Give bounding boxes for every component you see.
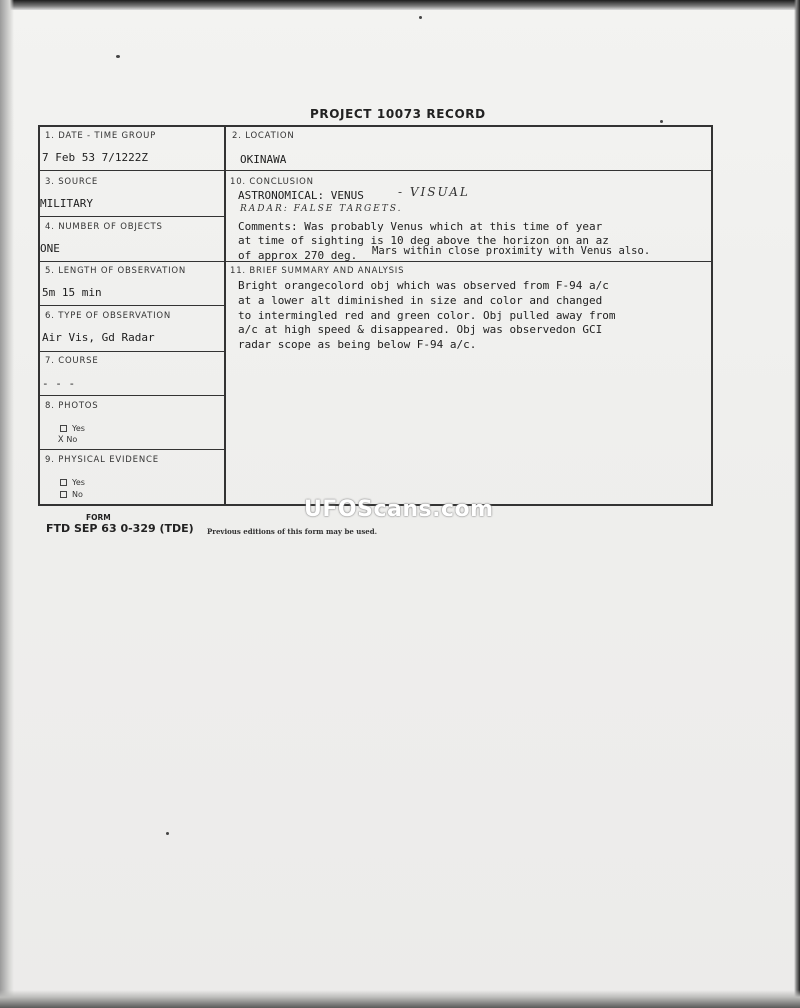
physical-evidence-yes-checkbox bbox=[60, 479, 67, 486]
conclusion-comments-line: of approx 270 deg. bbox=[238, 249, 358, 262]
photos-label: 8. PHOTOS bbox=[45, 401, 99, 411]
summary-label: 11. BRIEF SUMMARY AND ANALYSIS bbox=[230, 266, 405, 276]
conclusion-value: ASTRONOMICAL: VENUS bbox=[238, 189, 364, 202]
date-time-group-value: 7 Feb 53 7/1222Z bbox=[42, 151, 148, 164]
number-of-objects-value: ONE bbox=[40, 242, 60, 255]
row-divider bbox=[38, 351, 225, 352]
summary-line: radar scope as being below F-94 a/c. bbox=[238, 338, 477, 351]
physical-evidence-no-option bbox=[60, 490, 83, 499]
source-label: 3. SOURCE bbox=[45, 177, 99, 187]
physical-evidence-no-label: No bbox=[72, 490, 83, 499]
physical-evidence-no-checkbox bbox=[60, 491, 67, 498]
photos-yes-option bbox=[60, 424, 85, 433]
row-divider bbox=[38, 216, 225, 217]
course-label: 7. COURSE bbox=[45, 356, 99, 366]
form-word: FORM bbox=[86, 513, 111, 522]
row-divider bbox=[38, 305, 225, 306]
length-of-observation-value: 5m 15 min bbox=[42, 286, 102, 299]
row-divider bbox=[38, 170, 225, 171]
conclusion-comments-line: Comments: Was probably Venus which at this time of year bbox=[238, 220, 603, 233]
row-divider bbox=[38, 395, 225, 396]
number-of-objects-label: 4. NUMBER OF OBJECTS bbox=[45, 222, 163, 232]
scan-speck bbox=[660, 120, 663, 123]
location-value: OKINAWA bbox=[240, 153, 287, 166]
form-title: PROJECT 10073 RECORD bbox=[310, 107, 486, 121]
summary-line: a/c at high speed & disappeared. Obj was observedon GCI bbox=[238, 323, 603, 336]
type-of-observation-value: Air Vis, Gd Radar bbox=[42, 331, 155, 344]
form-id: FTD SEP 63 0-329 (TDE) bbox=[46, 522, 194, 535]
form-previous-editions-note: Previous editions of this form may be used. bbox=[207, 527, 378, 536]
photos-no-checked-mark: X bbox=[58, 435, 64, 445]
photos-yes-checkbox bbox=[60, 425, 67, 432]
source-value: MILITARY bbox=[40, 197, 93, 210]
course-value: - - - bbox=[42, 377, 76, 390]
date-time-group-label: 1. DATE - TIME GROUP bbox=[45, 131, 157, 141]
row-divider bbox=[38, 449, 225, 450]
scan-edge-top bbox=[0, 0, 800, 10]
row-divider bbox=[224, 170, 713, 171]
scan-speck bbox=[419, 16, 422, 19]
ufoscans-watermark: UFOScans.com bbox=[304, 497, 494, 522]
conclusion-comments-line: at time of sighting is 10 deg above the horizon on an az bbox=[238, 234, 609, 247]
scan-edge-right bbox=[794, 0, 800, 1008]
photos-no-label: No bbox=[66, 435, 78, 444]
scan-speck bbox=[166, 832, 169, 835]
summary-line: at a lower alt diminished in size and color and changed bbox=[238, 294, 603, 307]
scan-speck bbox=[116, 55, 120, 58]
row-divider bbox=[38, 261, 225, 262]
scan-edge-bottom bbox=[0, 990, 800, 1008]
physical-evidence-label: 9. PHYSICAL EVIDENCE bbox=[45, 455, 159, 465]
scan-edge-left bbox=[0, 0, 14, 1008]
length-of-observation-label: 5. LENGTH OF OBSERVATION bbox=[45, 266, 187, 276]
conclusion-label: 10. CONCLUSION bbox=[230, 177, 314, 187]
conclusion-handwritten-visual: - VISUAL bbox=[398, 185, 470, 199]
summary-line: Bright orangecolord obj which was observed from F-94 a/c bbox=[238, 279, 609, 292]
photos-no-option bbox=[58, 435, 77, 445]
photos-yes-label: Yes bbox=[72, 424, 85, 433]
location-label: 2. LOCATION bbox=[232, 131, 295, 141]
physical-evidence-yes-option bbox=[60, 478, 85, 487]
conclusion-comments-insert: Mars within close proximity with Venus also. bbox=[372, 245, 651, 257]
physical-evidence-yes-label: Yes bbox=[72, 478, 85, 487]
type-of-observation-label: 6. TYPE OF OBSERVATION bbox=[45, 311, 172, 321]
conclusion-handwritten-radar: RADAR: FALSE TARGETS. bbox=[240, 204, 403, 214]
summary-line: to intermingled red and green color. Obj pulled away from bbox=[238, 309, 616, 322]
